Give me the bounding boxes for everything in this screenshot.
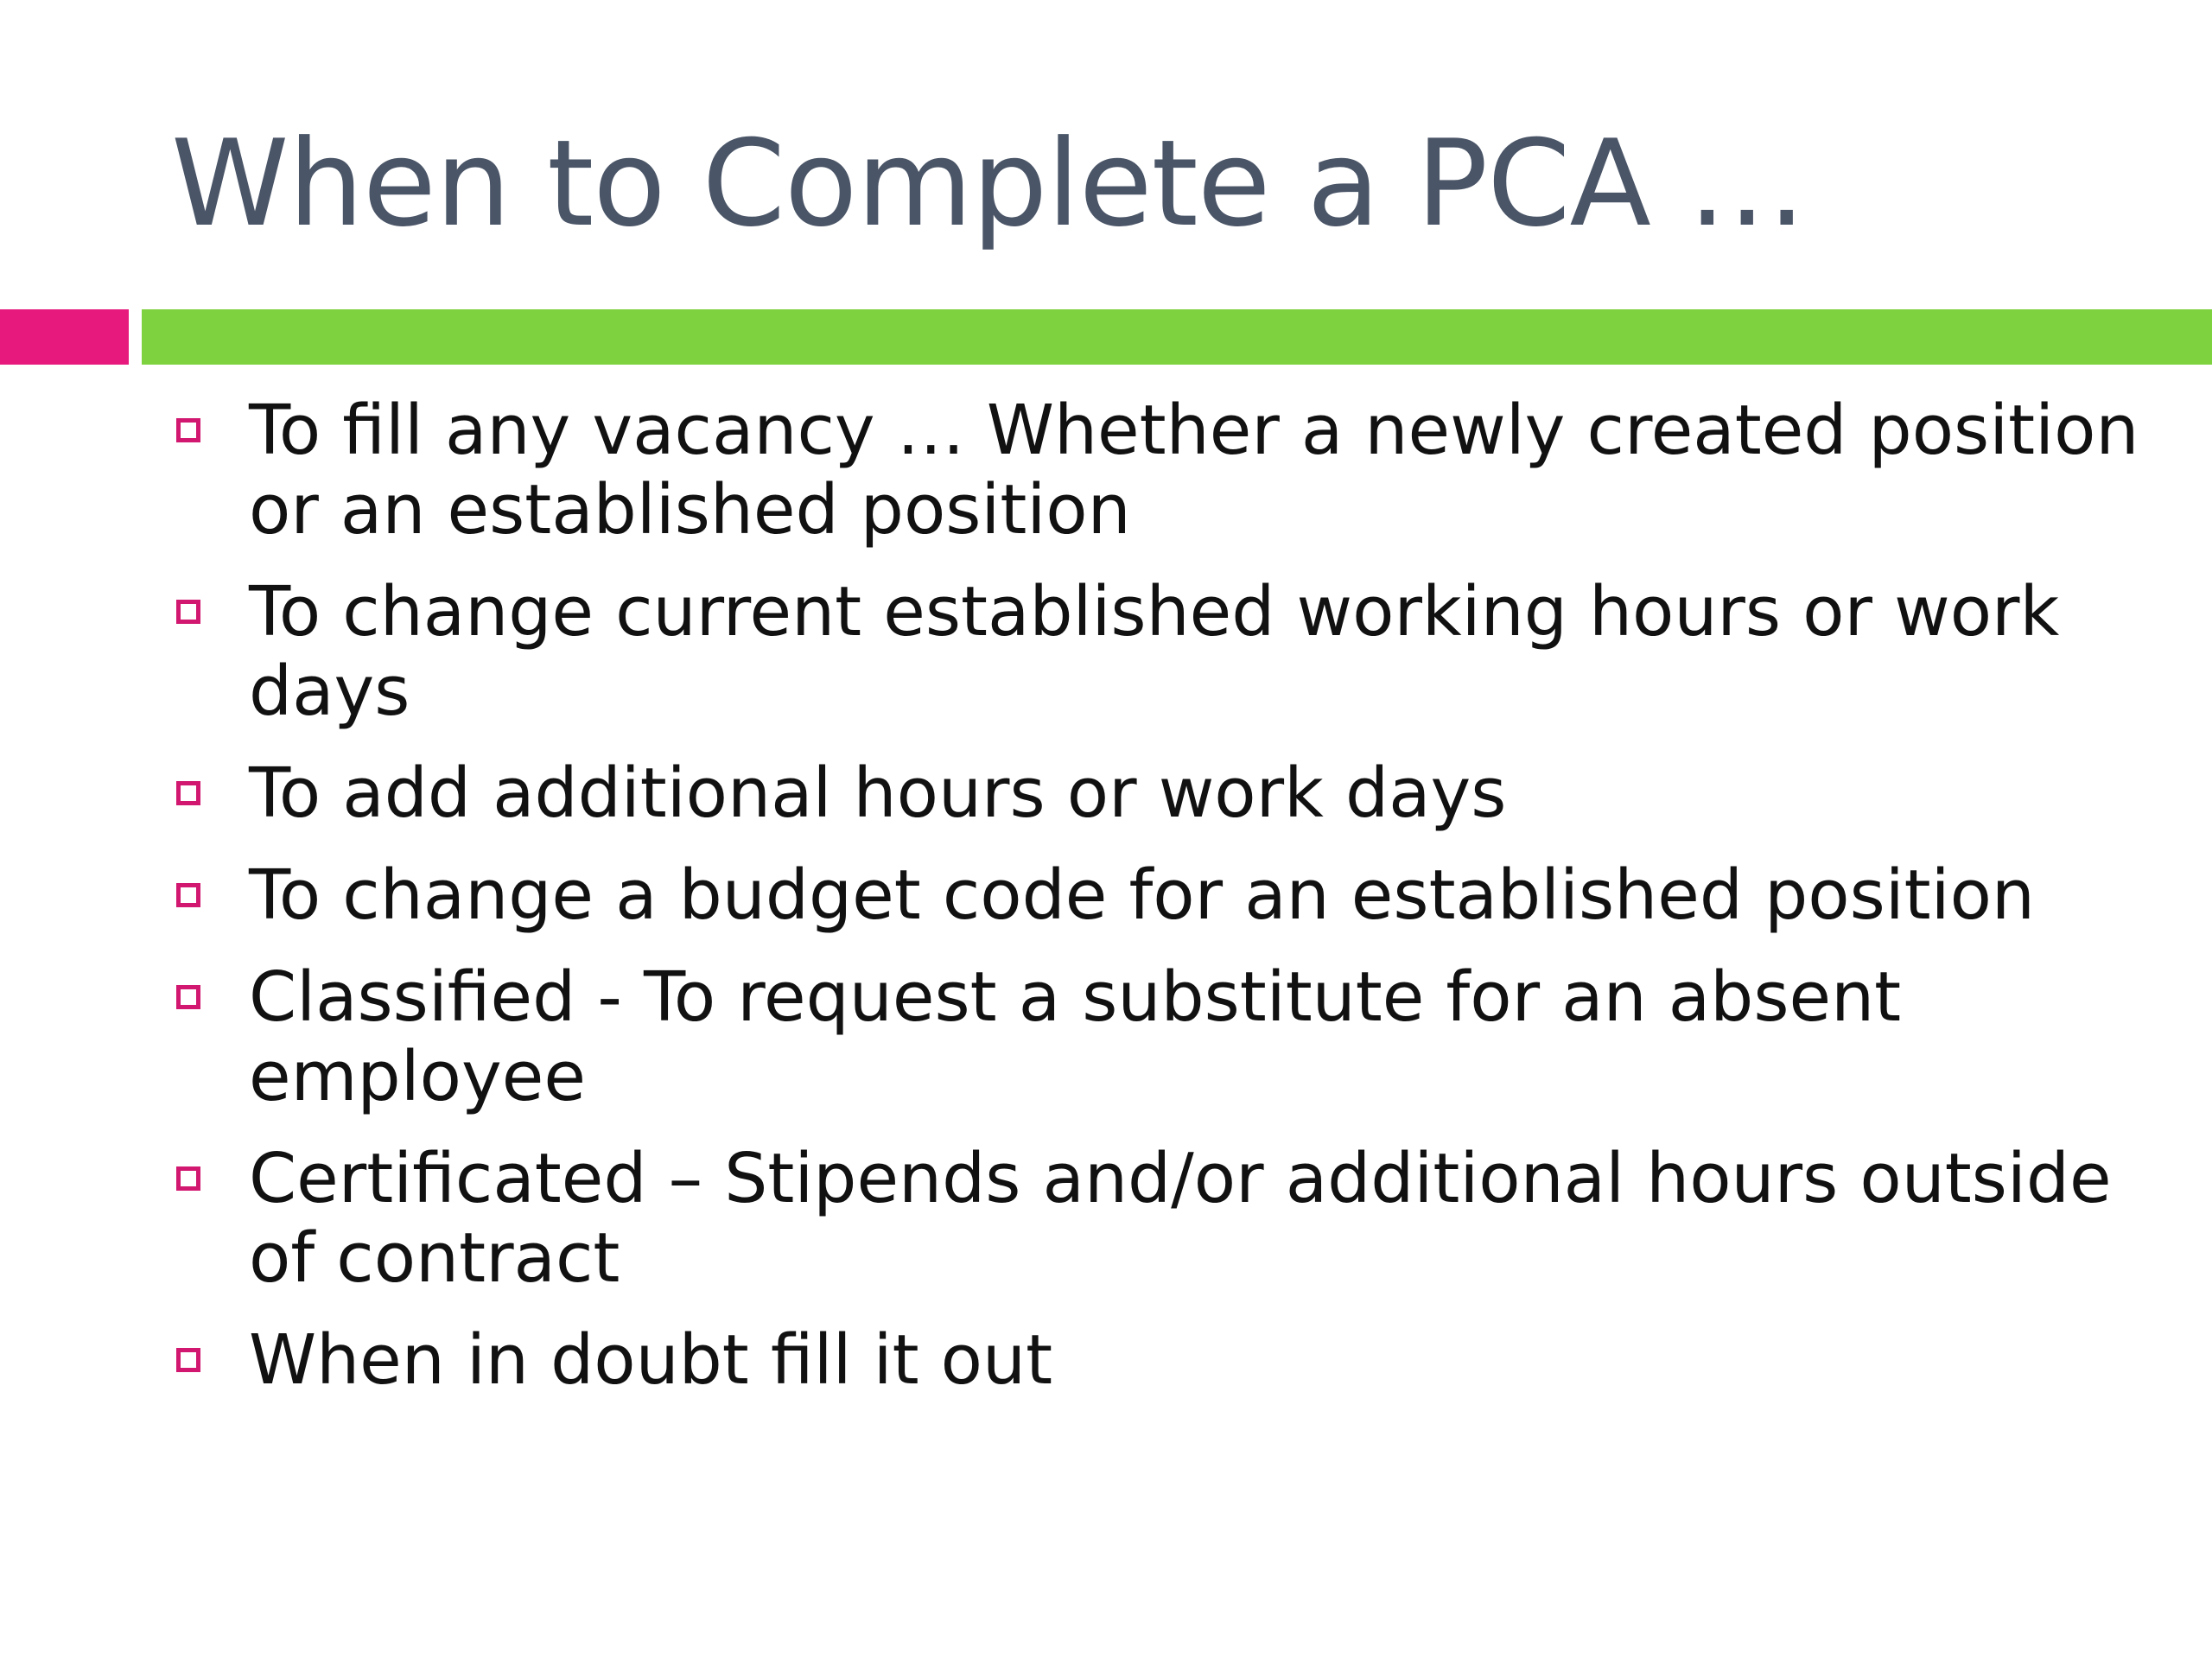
bullet-text: Classified - To request a substitute for an absent employee — [249, 957, 1902, 1116]
bullet-text: When in doubt fill it out — [249, 1320, 1053, 1400]
bullet-item — [171, 957, 2158, 1116]
bullet-text: To add additional hours or work days — [249, 753, 1507, 833]
bullet-item — [171, 1139, 2158, 1298]
bullet-item — [171, 391, 2158, 550]
hollow-square-icon — [176, 985, 200, 1009]
bullet-text: Certificated – Stipends and/or additional hours outside of contract — [249, 1139, 2112, 1298]
bullet-item — [171, 855, 2158, 935]
bullet-item — [171, 572, 2158, 731]
hollow-square-icon — [176, 418, 200, 442]
bullet-text: To change a budget code for an established position — [249, 855, 2035, 935]
slide-title: When to Complete a PCA … — [171, 114, 1806, 253]
bullet-text: To change current established working hours or work days — [249, 572, 2060, 731]
hollow-square-icon — [176, 883, 200, 907]
accent-bar — [0, 309, 129, 365]
hollow-square-icon — [176, 1348, 200, 1372]
hollow-square-icon — [176, 781, 200, 805]
bullet-item — [171, 1320, 2158, 1400]
bullet-text: To fill any vacancy … Whether a newly created position or an established position — [249, 391, 2139, 550]
hollow-square-icon — [176, 1166, 200, 1191]
bullet-item — [171, 753, 2158, 833]
hollow-square-icon — [176, 600, 200, 624]
bullet-list — [171, 391, 2158, 1422]
title-divider-bar — [142, 309, 2212, 365]
